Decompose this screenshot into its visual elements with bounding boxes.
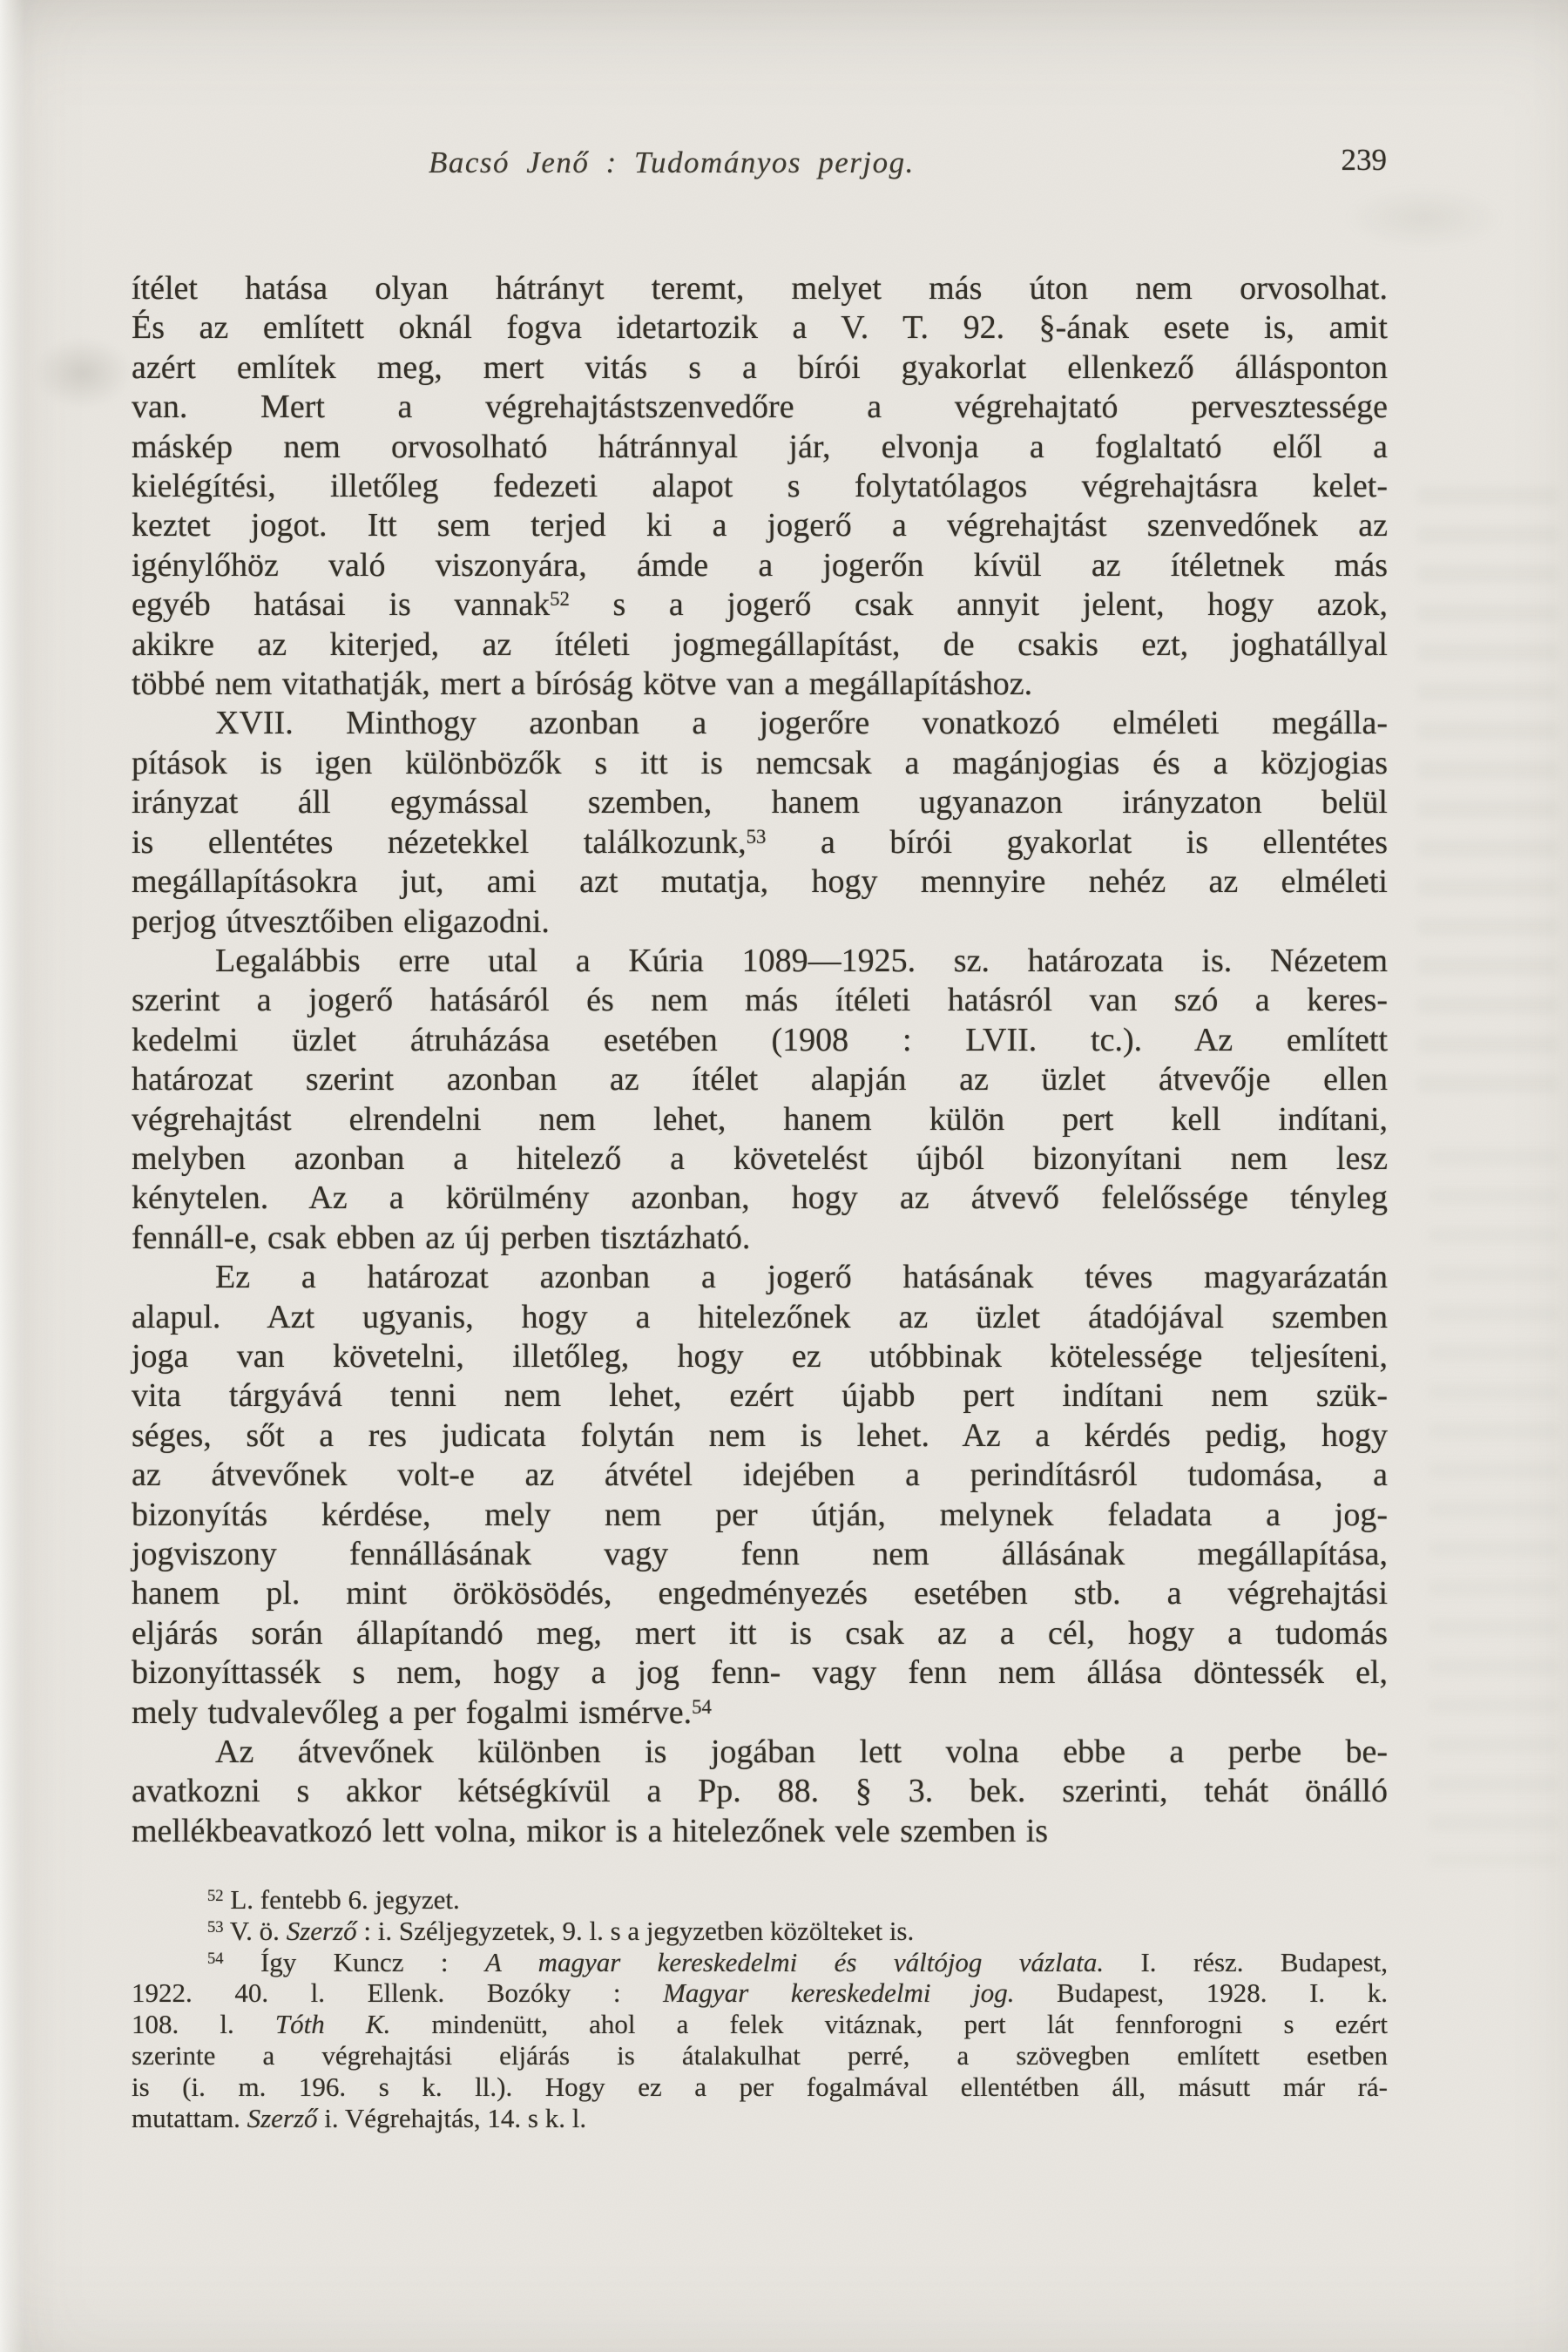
footnote-ref: 53 xyxy=(746,825,767,848)
text-line: kielégítési, illetőleg fedezeti alapot s folytatólagos végrehajtásra kelet- xyxy=(132,468,1388,505)
paragraph xyxy=(132,1733,1388,1851)
text-line: avatkozni s akkor kétségkívül a Pp. 88. § 3. bek. szerinti, tehát önálló xyxy=(132,1773,1388,1810)
text-line: akikre az kiterjed, az ítéleti jogmegállapítást, de csakis ezt, joghatállyal xyxy=(132,625,1388,663)
paragraph xyxy=(132,269,1388,704)
text-line: Ez a határozat azonban a jogerő hatásának téves magyarázatán xyxy=(215,1259,1388,1296)
text-line: 108. l. Tóth K. mindenütt, ahol a felek vitáznak, pert lát fennforogni s ezért xyxy=(132,2009,1388,2040)
footnote xyxy=(132,1884,1388,1916)
text-line: séges, sőt a res judicata folytán nem is lehet. Az a kérdés pedig, hogy xyxy=(132,1416,1388,1454)
text-line: Az átvevőnek különben is jogában lett volna ebbe a perbe be- xyxy=(215,1734,1388,1771)
footnote-ref: 52 xyxy=(207,1887,224,1906)
text-line: megállapításokra jut, ami azt mutatja, hogy mennyire nehéz az elméleti xyxy=(132,863,1388,901)
text-line: hanem pl. mint örökösödés, engedményezés esetében stb. a végrehajtási xyxy=(132,1575,1388,1612)
text-line: bizonyíttassék s nem, hogy a jog fenn- vagy fenn nem állása döntessék el, xyxy=(132,1654,1388,1692)
text-line: igénylőhöz való viszonyára, ámde a jogerőn kívül az ítéletnek más xyxy=(132,546,1388,584)
text-line: is (i. m. 196. s k. ll.). Hogy ez a per fogalmával ellentétben áll, másutt már rá- xyxy=(132,2071,1388,2102)
text-line: szerint a jogerő hatásáról és nem más ítéleti hatásról van szó a keres- xyxy=(132,982,1388,1019)
text-line: kénytelen. Az a körülmény azonban, hogy az átvevő felelőssége tényleg xyxy=(132,1179,1388,1217)
text-line: joga van követelni, illetőleg, hogy ez utóbbinak kötelessége teljesíteni, xyxy=(132,1337,1388,1375)
scan-artifact xyxy=(1429,1150,1559,1864)
text-line: vita tárgyává tenni nem lehet, ezért újabb pert indítani nem szük- xyxy=(132,1377,1388,1415)
text-line: perjog útvesztőiben eligazodni. xyxy=(132,902,550,940)
text-line: szerinte a végrehajtási eljárás is átalakulhat perré, a szövegben említett esetben xyxy=(132,2039,1388,2071)
footnote xyxy=(132,1916,1388,1947)
text-line: eljárás során állapítandó meg, mert itt is csak az a cél, hogy a tudomás xyxy=(132,1614,1388,1652)
body-text xyxy=(132,269,1388,1851)
text-line: keztet jogot. Itt sem terjed ki a jogerő a végrehajtást szenvedőnek az xyxy=(132,507,1388,544)
paragraph xyxy=(132,704,1388,941)
text-line: bizonyítás kérdése, mely nem per útján, melynek feladata a jog- xyxy=(132,1496,1388,1533)
footnote xyxy=(132,1947,1388,2134)
scan-artifact xyxy=(1418,488,1558,1098)
text-line: 1922. 40. l. Ellenk. Bozóky : Magyar kereskedelmi jog. Budapest, 1928. I. k. xyxy=(132,1977,1388,2009)
text-line: $^{54}$ Így Kuncz : A magyar kereskedelmi és váltójog vázlata. I. rész. Budapest, xyxy=(207,1946,1389,1977)
text-line: $^{52}$ L. fentebb 6. jegyzet. xyxy=(207,1884,460,1915)
footnote-ref: 54 xyxy=(207,1949,224,1968)
text-line: És az említett oknál fogva idetartozik a V. T. 92. §-ának esete is, amit xyxy=(132,309,1388,347)
text-line: Legalábbis erre utal a Kúria 1089—1925. sz. határozata is. Nézetem xyxy=(215,942,1388,979)
running-header-title: Bacsó Jenő : Tudományos perjog. xyxy=(429,145,915,179)
text-line: jogviszony fennállásának vagy fenn nem állásának megállapítása, xyxy=(132,1536,1388,1572)
text-line: alapul. Azt ugyanis, hogy a hitelezőnek az üzlet átadójával szemben xyxy=(132,1298,1388,1335)
text-line: fennáll-e, csak ebben az új perben tisztázható. xyxy=(132,1219,751,1256)
text-line: végrehajtást elrendelni nem lehet, hanem külön pert kell indítani, xyxy=(132,1100,1388,1138)
text-line: mutattam. Szerző i. Végrehajtás, 14. s k. l. xyxy=(132,2102,587,2133)
text-line: mely tudvalevőleg a per fogalmi ismérve.$^{54}$ xyxy=(132,1693,712,1731)
text-line: pítások is igen különbözők s itt is nemcsak a magánjogias és a közjogias xyxy=(132,744,1388,781)
text-line: azért említek meg, mert vitás s a bírói gyakorlat ellenkező állásponton xyxy=(132,348,1388,386)
paragraph xyxy=(132,1258,1388,1733)
footnote-ref: 53 xyxy=(207,1917,224,1936)
italic-text: Szerző xyxy=(286,1915,357,1946)
text-line: van. Mert a végrehajtástszenvedőre a végrehajtató pervesztessége xyxy=(132,389,1388,426)
italic-text: Magyar kereskedelmi jog. xyxy=(663,1977,1015,2009)
italic-text: A magyar kereskedelmi és váltójog vázlata. xyxy=(484,1946,1105,1977)
page-number: 239 xyxy=(1341,143,1387,177)
italic-text: Szerző xyxy=(247,2102,318,2133)
text-line: irányzat áll egymással szemben, hanem ugyanazon irányzaton belül xyxy=(132,784,1388,821)
text-line: melyben azonban a hitelező a követelést újból bizonyítani nem lesz xyxy=(132,1139,1388,1177)
text-line: egyéb hatásai is vannak$^{52}$ s a jogerő csak annyit jelent, hogy azok, xyxy=(132,586,1389,624)
scan-artifact xyxy=(1346,187,1503,248)
text-line: mellékbeavatkozó lett volna, mikor is a hitelezőnek vele szemben is xyxy=(132,1812,1049,1849)
footnotes-section xyxy=(132,1884,1388,2133)
text-line: máskép nem orvosolható hátránnyal jár, elvonja a foglaltató elől a xyxy=(132,428,1388,465)
text-line: ítélet hatása olyan hátrányt teremt, melyet más úton nem orvosolhat. xyxy=(132,270,1388,307)
text-line: többé nem vitathatják, mert a bíróság kötve van a megállapításhoz. xyxy=(132,666,1033,703)
italic-text: Tóth K. xyxy=(274,2009,391,2040)
text-line: az átvevőnek volt-e az átvétel idejében a perindításról tudomása, a xyxy=(132,1456,1388,1494)
footnote-ref: 52 xyxy=(550,588,570,611)
paragraph xyxy=(132,942,1388,1258)
text-line: határozat szerint azonban az ítélet alapján az üzlet átvevője ellen xyxy=(132,1061,1388,1098)
scan-artifact xyxy=(35,338,131,408)
text-line: is ellentétes nézetekkel találkozunk,$^{53}$ a bírói gyakorlat is ellentétes xyxy=(132,823,1389,861)
footnote-ref: 54 xyxy=(692,1695,712,1718)
text-line: kedelmi üzlet átruházása esetében (1908 : LVII. tc.). Az említett xyxy=(132,1021,1388,1058)
text-line: XVII. Minthogy azonban a jogerőre vonatkozó elméleti megálla- xyxy=(215,705,1388,742)
text-line: $^{53}$ V. ö. Szerző : i. Széljegyzetek, 9. l. s a jegyzetben közölteket is. xyxy=(207,1915,915,1946)
